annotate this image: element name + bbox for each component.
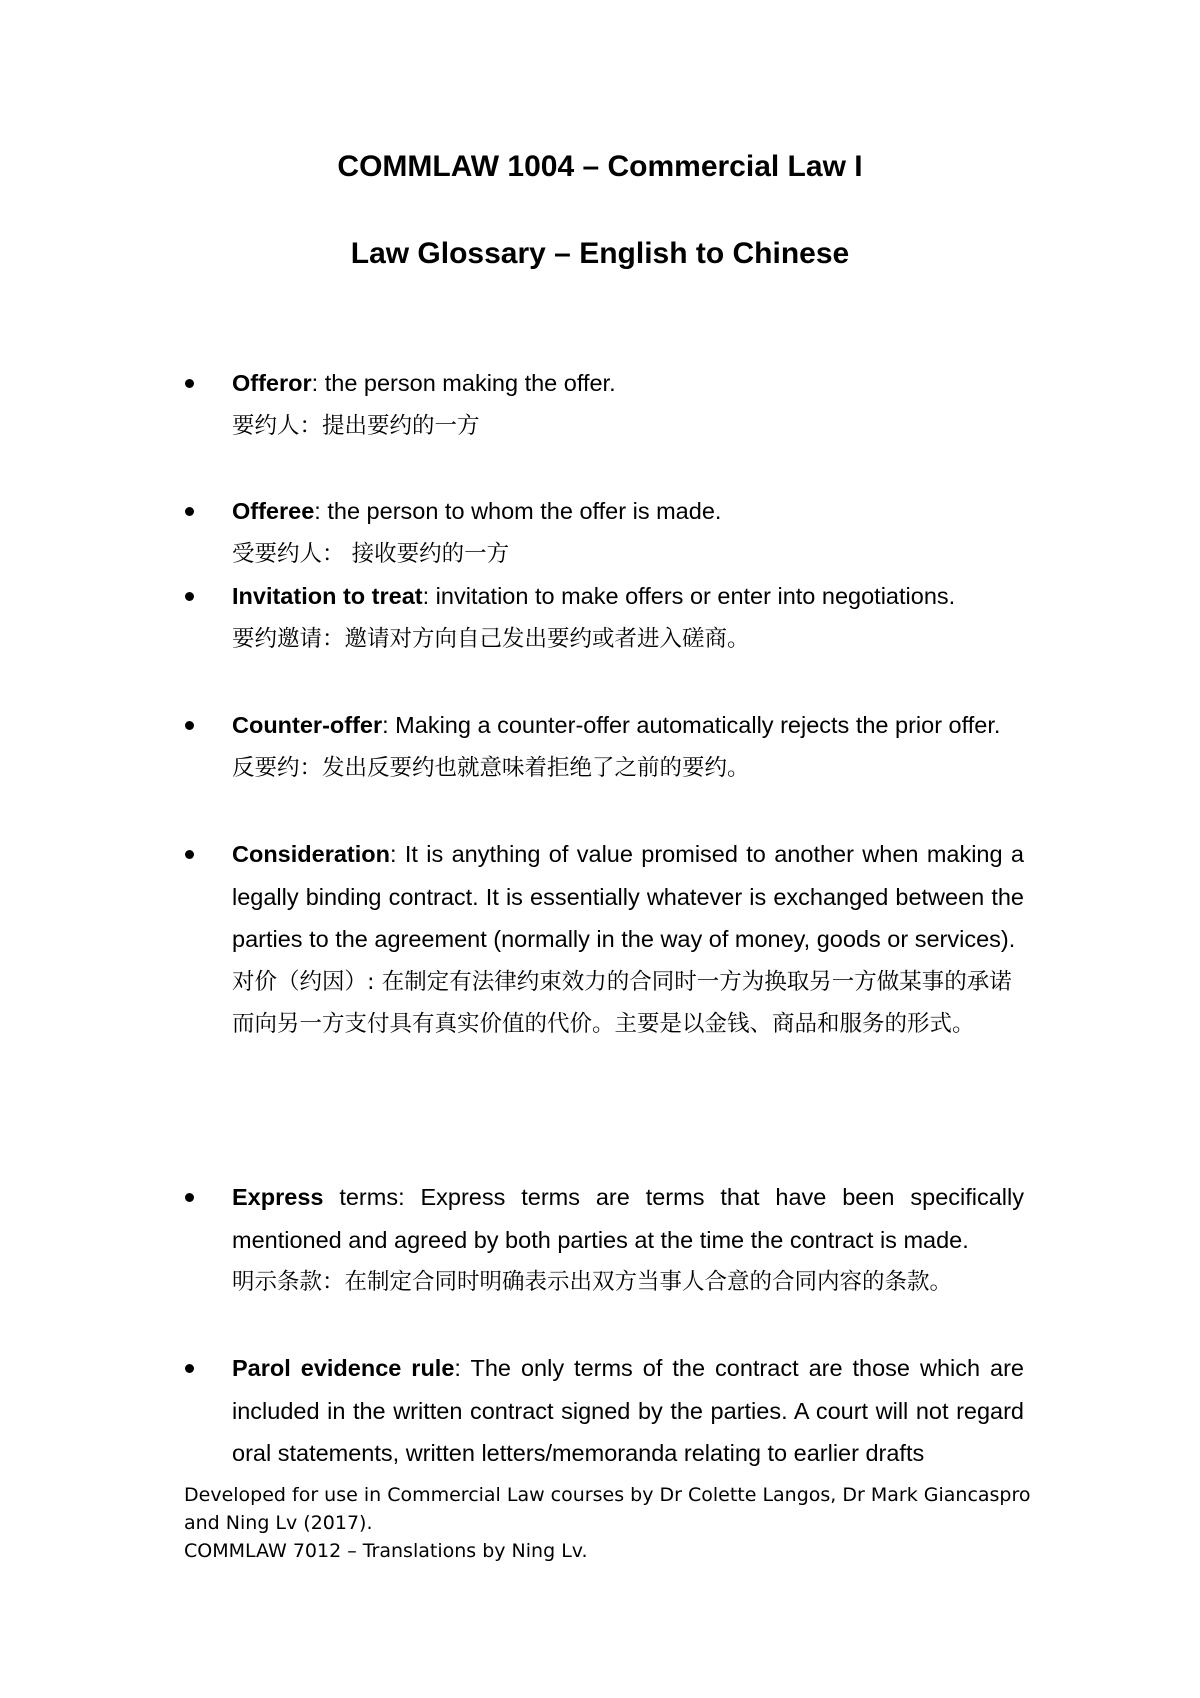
glossary-entry-express-terms [232,1176,1024,1304]
entry-english [232,1176,1024,1261]
bullet-icon [185,507,194,516]
entry-definition: : the person to whom the offer is made. [314,498,722,524]
entry-definition: : invitation to make offers or enter into negotiations. [422,583,956,609]
entry-chinese: 反要约：发出反要约也就意味着拒绝了之前的要约。 [232,754,750,781]
bullet-icon [185,1364,194,1373]
bullet-icon [185,721,194,730]
entry-definition: : Making a counter-offer automatically rejects the prior offer. [382,712,1001,738]
entry-chinese: 对价（约因）: 在制定有法律约束效力的合同时一方为换取另一方做某事的承诺而向另一方支付具有真实价值的代价。主要是以金钱、商品和服务的形式。 [232,968,1012,1037]
entry-definition: : The only terms of the contract are those which are included in the written contract signed by the parties. A court will not regard oral statements, written letters/memoranda relating to earlier drafts [232,1355,1024,1466]
entry-english [232,362,1024,405]
glossary-entry-consideration [232,833,1024,1046]
entry-definition: : It is anything of value promised to another when making a legally binding contract. It is essentially whatever is exchanged between the parties to the agreement (normally in the way of money, goods or services). [232,841,1024,952]
glossary-title: Law Glossary – English to Chinese [350,237,850,270]
entry-term: Express [232,1184,324,1210]
entry-definition: terms: Express terms are terms that have been specifically mentioned and agreed by both parties at the time the contract is made. [232,1184,1024,1253]
entry-term: Invitation to treat [232,583,423,609]
glossary-entry-invitation-to-treat [232,575,1024,660]
entry-chinese: 受要约人： 接收要约的一方 [232,540,510,567]
glossary-entry-counter-offer [232,704,1024,789]
course-title: COMMLAW 1004 – Commercial Law I [337,150,863,183]
footer-credits: Developed for use in Commercial Law courses by Dr Colette Langos, Dr Mark Giancaspro and Ning Lv (2017). [184,1484,1031,1534]
bullet-icon [185,1193,194,1202]
bullet-icon [185,850,194,859]
entry-term: Parol evidence rule [232,1355,455,1381]
entry-chinese: 要约邀请：邀请对方向自己发出要约或者进入磋商。 [232,625,750,652]
entry-chinese: 明示条款：在制定合同时明确表示出双方当事人合意的合同内容的条款。 [232,1269,953,1295]
entry-term: Consideration [232,841,390,867]
entry-english [232,490,1024,533]
entry-english [232,575,1024,618]
glossary-entry-offeree [232,490,1024,575]
entry-term: Counter-offer [232,712,383,738]
entry-definition: : the person making the offer. [311,370,616,396]
footer-translation-note: COMMLAW 7012 – Translations by Ning Lv. [184,1540,588,1562]
bullet-icon [185,592,194,601]
page-footer [184,1481,1044,1565]
entry-chinese: 要约人：提出要约的一方 [232,412,480,439]
entry-english [232,833,1024,961]
entry-term: Offeror [232,370,312,396]
glossary-entry-parol-evidence-rule [232,1347,1024,1475]
glossary-entry-offeror [232,362,1024,447]
entry-english [232,704,1024,747]
entry-term: Offeree [232,498,315,524]
entry-english [232,1347,1024,1475]
bullet-icon [185,379,194,388]
